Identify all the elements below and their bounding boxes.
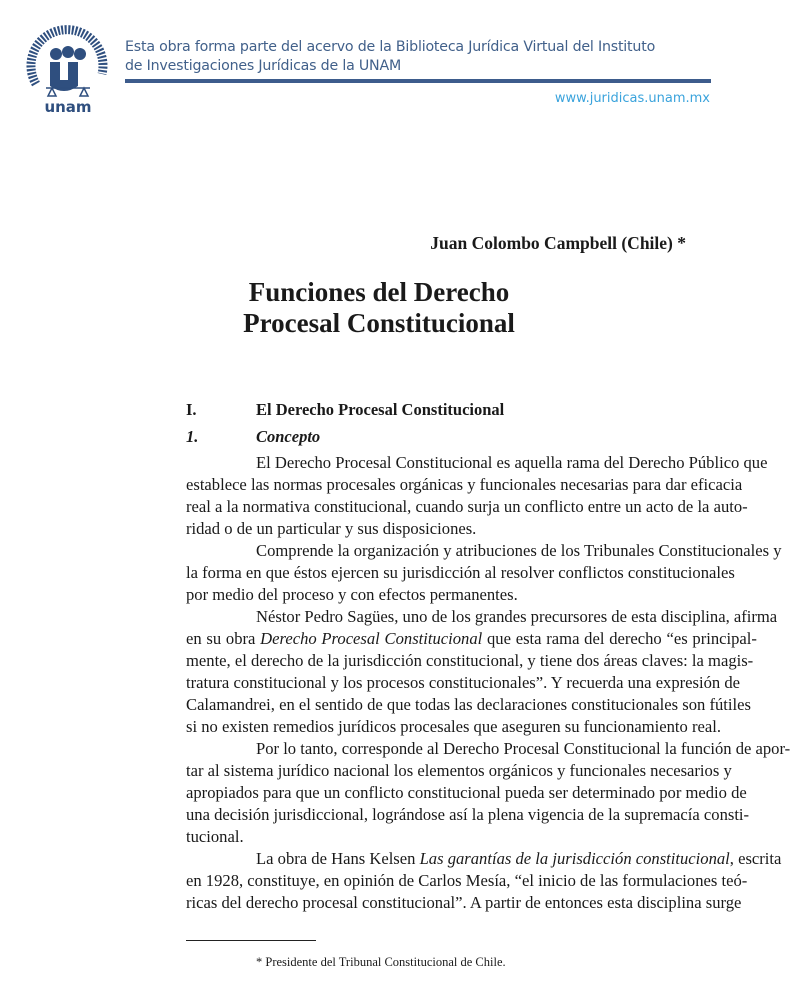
text-run: La obra de Hans Kelsen — [256, 849, 420, 868]
text-line: real a la normativa constitucional, cuando surja un conflicto entre un acto de la auto- — [186, 497, 748, 516]
text-run: que esta rama del derecho “es principal- — [482, 629, 757, 648]
footnote: * Presidente del Tribunal Constitucional de Chile. — [256, 955, 506, 969]
book-title: Las garantías de la jurisdicción constitucional — [419, 849, 730, 868]
text-line: El Derecho Procesal Constitucional es aquella rama del Derecho Público que — [256, 453, 768, 472]
text-line: en 1928, constituye, en opinión de Carlos Mesía, “el inicio de las formulaciones teó- — [186, 871, 748, 890]
subsection-heading: Concepto — [256, 427, 321, 446]
text-line: Por lo tanto, corresponde al Derecho Procesal Constitucional la función de apor- — [256, 739, 790, 758]
text-line — [256, 848, 782, 870]
website-link[interactable]: www.juridicas.unam.mx — [554, 91, 710, 106]
text-line: por medio del proceso y con efectos permanentes. — [186, 585, 518, 604]
subsection-number: 1. — [186, 427, 199, 446]
article-title — [0, 277, 768, 339]
svg-text:unam: unam — [44, 98, 92, 116]
text-line: ridad o de un particular y sus disposiciones. — [186, 519, 477, 538]
text-line: si no existen remedios jurídicos procesales que aseguren su funcionamiento real. — [186, 717, 721, 736]
text-line — [186, 628, 757, 650]
text-line: apropiados para que un conflicto constitucional pueda ser determinado por medio de — [186, 783, 747, 802]
text-run: , escrita — [729, 849, 782, 868]
repository-notice-line1: Esta obra forma parte del acervo de la Biblioteca Jurídica Virtual del Instituto — [125, 39, 656, 55]
author-name: Juan Colombo Campbell (Chile) * — [430, 233, 686, 253]
text-line: tucional. — [186, 827, 244, 846]
unam-iij-logo — [22, 14, 114, 114]
text-line: mente, el derecho de la jurisdicción constitucional, y tiene dos áreas claves: la magis- — [186, 651, 754, 670]
text-line: una decisión jurisdiccional, lográndose así la plena vigencia de la supremacía consti- — [186, 805, 750, 824]
text-line: Comprende la organización y atribuciones de los Tribunales Constitucionales y — [256, 541, 782, 560]
text-line: ricas del derecho procesal constitucional”. A partir de entonces esta disciplina surge — [186, 893, 742, 912]
text-line: establece las normas procesales orgánicas y funcionales necesarias para dar eficacia — [186, 475, 743, 494]
text-line: Calamandrei, en el sentido de que todas las declaraciones constitucionales son fútiles — [186, 695, 751, 714]
text-line: tratura constitucional y los procesos constitucionales”. Y recuerda una expresión de — [186, 673, 741, 692]
section-heading: El Derecho Procesal Constitucional — [256, 400, 505, 419]
header-divider — [125, 79, 711, 83]
text-line: la forma en que éstos ejercen su jurisdicción al resolver conflictos constitucionales — [186, 563, 735, 582]
title-line-2: Procesal Constitucional — [243, 308, 515, 338]
book-title: Derecho Procesal Constitucional — [260, 629, 483, 648]
text-line: Néstor Pedro Sagües, uno de los grandes precursores de esta disciplina, afirma — [256, 607, 778, 626]
text-run: en su obra — [186, 629, 261, 648]
section-number: I. — [186, 400, 197, 419]
text-line: tar al sistema jurídico nacional los elementos orgánicos y funcionales necesarios y — [186, 761, 732, 780]
title-line-1: Funciones del Derecho — [248, 277, 510, 307]
repository-notice-line2: de Investigaciones Jurídicas de la UNAM — [125, 58, 402, 74]
footnote-divider — [186, 940, 316, 941]
